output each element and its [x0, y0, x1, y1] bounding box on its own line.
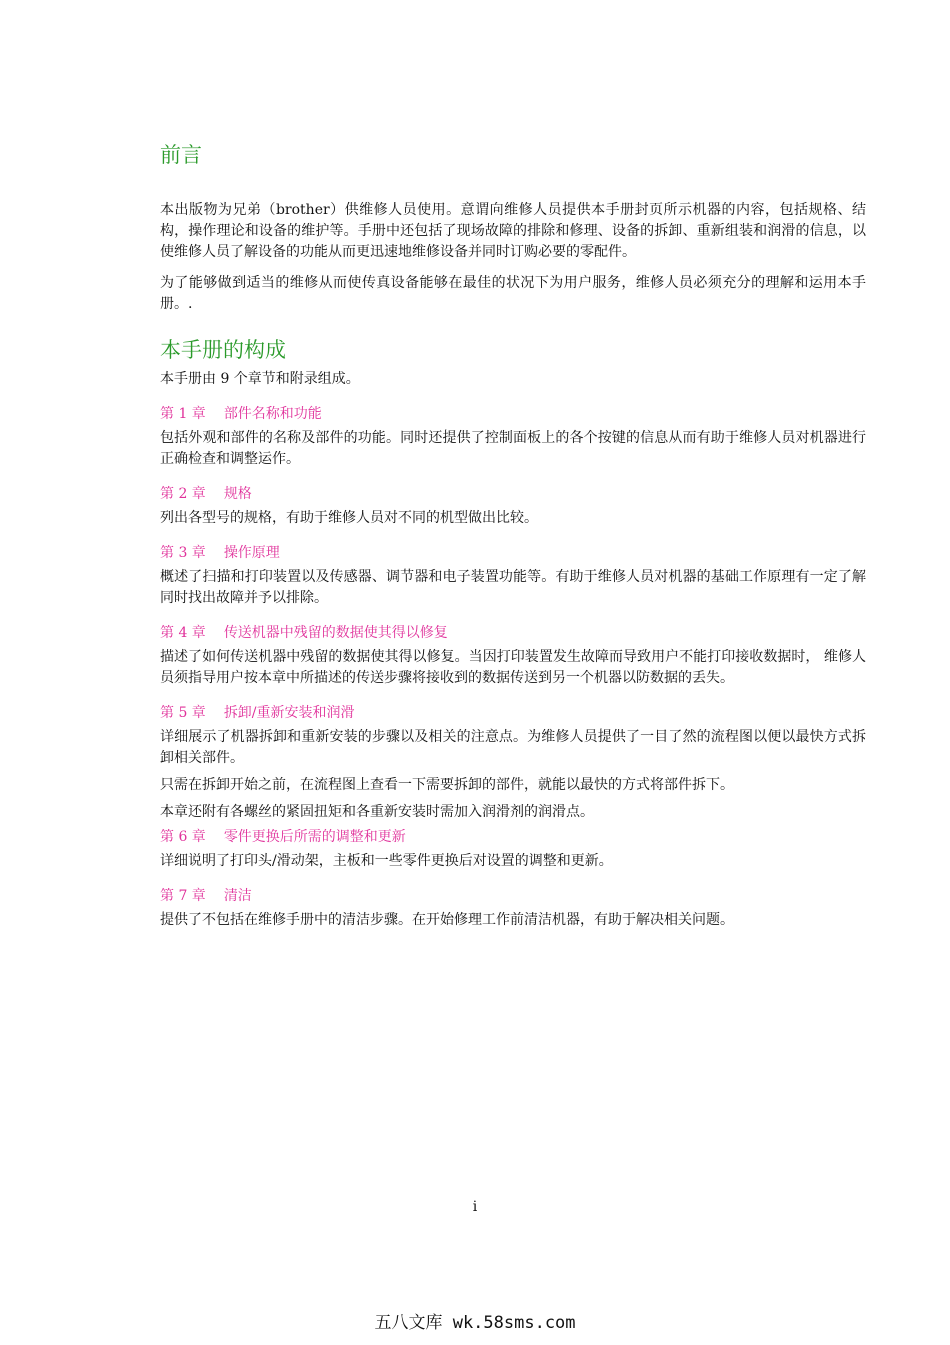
chapter-5-paragraph-2: 只需在拆卸开始之前，在流程图上查看一下需要拆卸的部件，就能以最快的方式将部件拆下。 — [160, 777, 734, 793]
chapter-title: 部件名称和功能 — [223, 406, 322, 422]
preface-paragraph-1: 本出版物为兄弟（brother）供维修人员使用。意谓向维修人员提供本手册封页所示机器的内容，包括规格、结构，操作理论和设备的维护等。手册中还包括了现场故障的排除和修理、设备的拆卸、重新组装和润滑的信息，以使维修人员了解设备的功能从而更迅速地维修设备并同时订购必要的零配件。 — [160, 202, 866, 260]
chapter-4-paragraph: 描述了如何传送机器中残留的数据使其得以修复。当因打印装置发生故障而导致用户不能打印接收数据时， 维修人员须指导用户按本章中所描述的传送步骤将接收到的数据传送到另一个机器以防数据的丢失。 — [160, 649, 866, 686]
chapter-7-paragraph: 提供了不包括在维修手册中的清洁步骤。在开始修理工作前清洁机器，有助于解决相关问题。 — [160, 912, 734, 928]
chapter-title: 拆卸/重新安装和润滑 — [223, 705, 355, 721]
chapter-heading-5 — [160, 703, 866, 724]
preface-title: 前言 — [160, 143, 202, 167]
chapter-title: 规格 — [223, 486, 252, 502]
chapter-number: 第 6 章 — [160, 829, 206, 845]
chapter-number: 第 2 章 — [160, 486, 206, 502]
chapter-heading-6 — [160, 827, 866, 848]
chapter-2-paragraph: 列出各型号的规格，有助于维修人员对不同的机型做出比较。 — [160, 510, 538, 526]
chapter-title: 清洁 — [223, 888, 252, 904]
chapter-5-paragraph-3: 本章还附有各螺丝的紧固扭矩和各重新安装时需加入润滑剂的润滑点。 — [160, 804, 594, 820]
chapter-title: 操作原理 — [223, 545, 280, 561]
chapter-3-paragraph: 概述了扫描和打印装置以及传感器、调节器和电子装置功能等。有助于维修人员对机器的基础工作原理有一定了解同时找出故障并予以排除。 — [160, 569, 866, 606]
chapter-number: 第 5 章 — [160, 705, 206, 721]
chapter-5-paragraph-1: 详细展示了机器拆卸和重新安装的步骤以及相关的注意点。为维修人员提供了一目了然的流程图以便以最快方式拆卸相关部件。 — [160, 729, 866, 766]
chapter-number: 第 7 章 — [160, 888, 206, 904]
preface-paragraph-2: 为了能够做到适当的维修从而使传真设备能够在最佳的状况下为用户服务，维修人员必须充分的理解和运用本手册。. — [160, 275, 866, 312]
page-content — [160, 140, 866, 931]
chapter-1-paragraph: 包括外观和部件的名称及部件的功能。同时还提供了控制面板上的各个按键的信息从而有助于维修人员对机器进行正确检查和调整运作。 — [160, 430, 866, 467]
chapter-heading-1 — [160, 404, 866, 425]
footer-watermark: 五八文库 wk.58sms.com — [374, 1313, 576, 1333]
chapter-title: 零件更换后所需的调整和更新 — [223, 829, 406, 845]
chapter-number: 第 3 章 — [160, 545, 206, 561]
page-number: i — [472, 1199, 478, 1215]
chapter-heading-4 — [160, 623, 866, 644]
chapter-heading-7 — [160, 886, 866, 907]
chapter-title: 传送机器中残留的数据使其得以修复 — [223, 625, 448, 641]
structure-intro: 本手册由 9 个章节和附录组成。 — [160, 371, 360, 387]
chapter-heading-3 — [160, 543, 866, 564]
chapter-6-paragraph: 详细说明了打印头/滑动架，主板和一些零件更换后对设置的调整和更新。 — [160, 853, 613, 869]
chapter-heading-2 — [160, 484, 866, 505]
chapter-number: 第 1 章 — [160, 406, 206, 422]
chapter-number: 第 4 章 — [160, 625, 206, 641]
structure-title: 本手册的构成 — [160, 338, 286, 362]
